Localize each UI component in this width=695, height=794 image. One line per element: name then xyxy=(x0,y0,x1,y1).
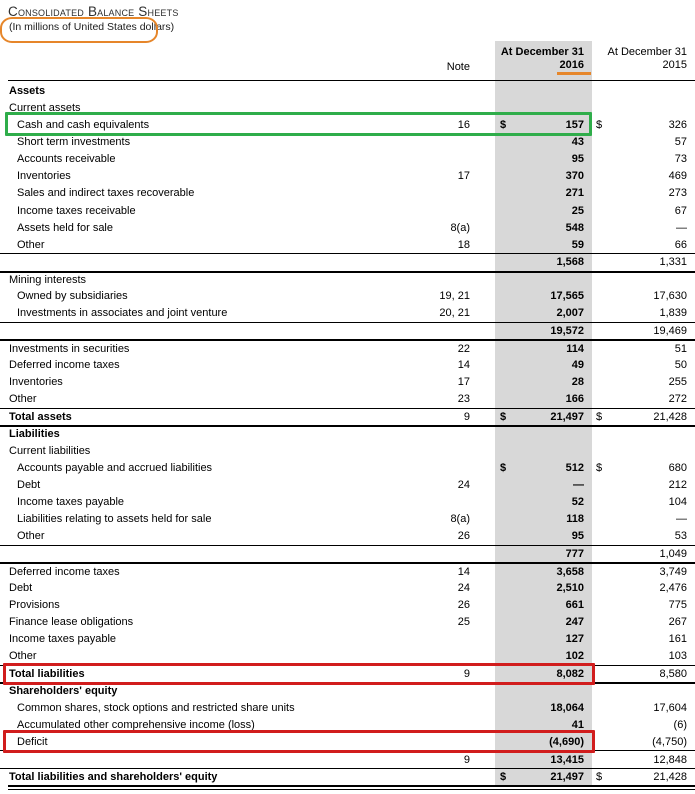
value-2016-cell xyxy=(495,579,592,596)
row-label: Total liabilities xyxy=(9,667,85,680)
value-2015: 8,580 xyxy=(659,667,687,680)
table-row xyxy=(0,271,695,288)
row-note: 25 xyxy=(457,615,470,628)
value-2015: 255 xyxy=(668,375,687,388)
row-note: 17 xyxy=(457,170,470,183)
page-title: Consolidated Balance Sheets xyxy=(8,4,179,19)
value-2015-cell xyxy=(592,323,695,339)
value-2015-cell xyxy=(592,99,695,116)
row-note: 20, 21 xyxy=(439,307,470,320)
value-2015-cell xyxy=(592,476,695,493)
dollar-sign-2016: $ xyxy=(500,410,507,423)
value-2015-cell xyxy=(592,528,695,545)
row-note: 9 xyxy=(463,753,470,766)
row-note: 26 xyxy=(457,598,470,611)
value-2016: 95 xyxy=(571,153,584,166)
value-2016-cell xyxy=(495,769,592,785)
value-2016-cell xyxy=(495,751,592,767)
value-2016: 512 xyxy=(565,461,584,474)
table-row xyxy=(0,493,695,510)
table-row xyxy=(0,476,695,493)
row-note: 14 xyxy=(457,565,470,578)
row-label: Liabilities relating to assets held for sale xyxy=(17,513,212,526)
value-2016: 21,497 xyxy=(550,410,584,423)
row-label: Investments in associates and joint venture xyxy=(17,307,228,320)
value-2016: 1,568 xyxy=(556,256,584,269)
value-2016-cell xyxy=(495,666,592,682)
row-label: Assets held for sale xyxy=(17,221,113,234)
row-label: Investments in securities xyxy=(9,342,130,355)
value-2015: 21,428 xyxy=(653,770,687,783)
row-note: 19, 21 xyxy=(439,290,470,303)
table-row xyxy=(0,716,695,733)
value-2015: 1,049 xyxy=(659,547,687,560)
col-2016-header-year: 2016 xyxy=(559,59,584,71)
row-note: 22 xyxy=(457,342,470,355)
value-2016: 127 xyxy=(565,633,584,646)
col-2016-header-line1: At December 31 xyxy=(500,46,584,58)
value-2015-cell xyxy=(592,769,695,785)
value-2016-cell xyxy=(495,631,592,648)
value-2015: 51 xyxy=(674,342,687,355)
table-row xyxy=(0,116,695,133)
row-note: 18 xyxy=(457,238,470,251)
value-2015-cell xyxy=(592,459,695,476)
value-2016: 777 xyxy=(565,547,584,560)
dollar-sign-2015: $ xyxy=(596,410,603,423)
value-2015: 1,331 xyxy=(659,256,687,269)
dollar-sign-2015: $ xyxy=(596,770,603,783)
value-2016-cell xyxy=(495,99,592,116)
value-2015-cell xyxy=(592,511,695,528)
value-2015: — xyxy=(676,513,687,526)
value-2015-cell xyxy=(592,751,695,767)
value-2015-cell xyxy=(592,684,695,699)
row-label: Short term investments xyxy=(17,135,131,148)
value-2015-cell xyxy=(592,631,695,648)
row-label: Mining interests xyxy=(9,274,87,287)
value-2016-cell xyxy=(495,116,592,133)
value-2015-cell xyxy=(592,648,695,665)
value-2016-cell xyxy=(495,564,592,579)
value-2015-cell xyxy=(592,288,695,305)
row-note: 24 xyxy=(457,478,470,491)
orange-underline-annotation xyxy=(557,72,591,75)
value-2015: 17,630 xyxy=(653,290,687,303)
value-2016: 19,572 xyxy=(550,325,584,338)
value-2016: 548 xyxy=(565,221,584,234)
value-2015-cell xyxy=(592,356,695,373)
table-row xyxy=(0,750,695,767)
value-2015: 161 xyxy=(668,633,687,646)
row-label: Common shares, stock options and restricted share units xyxy=(17,701,295,714)
value-2015-cell xyxy=(592,133,695,150)
value-2015: 272 xyxy=(668,393,687,406)
table-row xyxy=(0,202,695,219)
value-2015-cell xyxy=(592,716,695,733)
value-2016: 157 xyxy=(565,118,584,131)
row-note: 16 xyxy=(457,118,470,131)
value-2016: 8,082 xyxy=(556,667,584,680)
dollar-sign-2016: $ xyxy=(500,770,507,783)
table-row xyxy=(0,699,695,716)
value-2016: 21,497 xyxy=(550,770,584,783)
table-row xyxy=(0,562,695,579)
value-2016-cell xyxy=(495,391,592,408)
table-row xyxy=(0,236,695,253)
value-2016-cell xyxy=(495,442,592,459)
note-column-header: Note xyxy=(446,61,470,73)
row-label: Accounts payable and accrued liabilities xyxy=(17,461,213,474)
value-2016-cell xyxy=(495,288,592,305)
value-2016-cell xyxy=(495,684,592,699)
row-label: Income taxes receivable xyxy=(17,204,136,217)
value-2015-cell xyxy=(592,596,695,613)
row-note: 26 xyxy=(457,530,470,543)
row-label: Income taxes payable xyxy=(9,633,117,646)
value-2016-cell xyxy=(495,341,592,356)
bottom-double-rule-top xyxy=(8,785,695,787)
row-label: Other xyxy=(9,393,37,406)
value-2016-cell xyxy=(495,133,592,150)
row-label: Other xyxy=(17,530,45,543)
value-2016: 13,415 xyxy=(550,753,584,766)
row-label: Shareholders' equity xyxy=(9,685,118,698)
value-2016: 18,064 xyxy=(550,701,584,714)
dollar-sign-2015: $ xyxy=(596,118,603,131)
value-2016-cell xyxy=(495,427,592,442)
value-2015-cell xyxy=(592,219,695,236)
value-2016-cell xyxy=(495,323,592,339)
row-note: 9 xyxy=(463,410,470,423)
balance-sheet-table xyxy=(0,82,695,785)
table-row xyxy=(0,733,695,750)
table-row xyxy=(0,322,695,339)
value-2015-cell xyxy=(592,391,695,408)
value-2015: 19,469 xyxy=(653,325,687,338)
header-rule xyxy=(8,80,695,82)
value-2015-cell xyxy=(592,341,695,356)
table-row xyxy=(0,133,695,150)
table-row xyxy=(0,511,695,528)
value-2016: 661 xyxy=(565,598,584,611)
value-2015: 12,848 xyxy=(653,753,687,766)
value-2016-cell xyxy=(495,546,592,562)
value-2016-cell xyxy=(495,373,592,390)
table-row xyxy=(0,82,695,99)
table-row xyxy=(0,253,695,270)
value-2016-cell xyxy=(495,476,592,493)
table-row xyxy=(0,168,695,185)
value-2016: 166 xyxy=(565,393,584,406)
table-row xyxy=(0,373,695,390)
value-2015: (4,750) xyxy=(652,735,687,748)
row-label: Inventories xyxy=(17,170,71,183)
value-2016-cell xyxy=(495,219,592,236)
value-2016-cell xyxy=(495,185,592,202)
table-row xyxy=(0,682,695,699)
value-2016-cell xyxy=(495,733,592,750)
value-2015-cell xyxy=(592,373,695,390)
value-2015: 775 xyxy=(668,598,687,611)
value-2016: — xyxy=(573,478,584,491)
row-label: Provisions xyxy=(9,598,60,611)
value-2015: 73 xyxy=(674,153,687,166)
row-label: Current assets xyxy=(9,101,81,114)
value-2015-cell xyxy=(592,151,695,168)
value-2016-cell xyxy=(495,202,592,219)
row-note: 8(a) xyxy=(450,513,470,526)
value-2016-cell xyxy=(495,409,592,425)
table-row xyxy=(0,408,695,425)
table-row xyxy=(0,356,695,373)
dollar-sign-2016: $ xyxy=(500,461,507,474)
table-row xyxy=(0,613,695,630)
row-label: Deficit xyxy=(17,735,48,748)
value-2016-cell xyxy=(495,82,592,99)
row-label: Finance lease obligations xyxy=(9,615,134,628)
value-2016-cell xyxy=(495,493,592,510)
table-row xyxy=(0,768,695,785)
row-label: Deferred income taxes xyxy=(9,565,120,578)
table-row xyxy=(0,631,695,648)
table-row xyxy=(0,425,695,442)
value-2015: 267 xyxy=(668,615,687,628)
value-2016: (4,690) xyxy=(549,735,584,748)
value-2016: 95 xyxy=(571,530,584,543)
value-2015: 17,604 xyxy=(653,701,687,714)
value-2016-cell xyxy=(495,459,592,476)
value-2016: 247 xyxy=(565,615,584,628)
table-row xyxy=(0,99,695,116)
row-label: Total liabilities and shareholders' equity xyxy=(9,770,218,783)
value-2016-cell xyxy=(495,305,592,322)
value-2015: 67 xyxy=(674,204,687,217)
value-2016-cell xyxy=(495,356,592,373)
value-2015: 273 xyxy=(668,187,687,200)
col-2015-header-year: 2015 xyxy=(662,59,687,71)
row-label: Total assets xyxy=(9,410,72,423)
table-row xyxy=(0,648,695,665)
table-row xyxy=(0,459,695,476)
value-2016-cell xyxy=(495,511,592,528)
table-row xyxy=(0,596,695,613)
value-2016: 25 xyxy=(571,204,584,217)
value-2015: 680 xyxy=(668,461,687,474)
table-row xyxy=(0,219,695,236)
value-2016: 59 xyxy=(571,238,584,251)
row-label: Inventories xyxy=(9,375,63,388)
row-note: 23 xyxy=(457,393,470,406)
value-2016: 28 xyxy=(571,375,584,388)
value-2015-cell xyxy=(592,666,695,682)
row-label: Assets xyxy=(9,84,46,97)
row-note: 9 xyxy=(463,667,470,680)
value-2016: 102 xyxy=(565,650,584,663)
value-2016-cell xyxy=(495,273,592,288)
value-2015: 469 xyxy=(668,170,687,183)
value-2015-cell xyxy=(592,185,695,202)
value-2016: 43 xyxy=(571,135,584,148)
value-2016: 114 xyxy=(566,342,584,355)
table-row xyxy=(0,185,695,202)
value-2016: 118 xyxy=(566,513,584,526)
row-label: Current liabilities xyxy=(9,444,91,457)
bottom-double-rule-bottom xyxy=(8,789,695,790)
value-2016-cell xyxy=(495,596,592,613)
value-2016: 17,565 xyxy=(550,290,584,303)
value-2016-cell xyxy=(495,699,592,716)
table-row xyxy=(0,288,695,305)
row-label: Other xyxy=(17,238,45,251)
row-label: Accounts receivable xyxy=(17,153,116,166)
value-2016: 271 xyxy=(565,187,584,200)
value-2015: 3,749 xyxy=(659,565,687,578)
table-row xyxy=(0,305,695,322)
table-row xyxy=(0,579,695,596)
value-2015-cell xyxy=(592,202,695,219)
value-2015: 21,428 xyxy=(653,410,687,423)
value-2016: 3,658 xyxy=(556,565,584,578)
value-2016: 41 xyxy=(571,718,584,731)
row-label: Other xyxy=(9,650,37,663)
row-label: Deferred income taxes xyxy=(9,358,120,371)
value-2015-cell xyxy=(592,564,695,579)
value-2015-cell xyxy=(592,116,695,133)
table-row xyxy=(0,151,695,168)
value-2016: 370 xyxy=(565,170,584,183)
row-label: Income taxes payable xyxy=(17,495,125,508)
row-label: Owned by subsidiaries xyxy=(17,290,128,303)
value-2016: 52 xyxy=(571,495,584,508)
row-label: Accumulated other comprehensive income (loss) xyxy=(17,718,255,731)
value-2016-cell xyxy=(495,613,592,630)
value-2015: 1,839 xyxy=(659,307,687,320)
value-2015: 326 xyxy=(668,118,687,131)
dollar-sign-2015: $ xyxy=(596,461,603,474)
value-2016-cell xyxy=(495,254,592,270)
value-2015-cell xyxy=(592,168,695,185)
value-2015-cell xyxy=(592,273,695,288)
row-note: 14 xyxy=(457,358,470,371)
row-label: Cash and cash equivalents xyxy=(17,118,150,131)
value-2015-cell xyxy=(592,82,695,99)
row-label: Liabilities xyxy=(9,428,60,441)
dollar-sign-2016: $ xyxy=(500,118,507,131)
value-2015-cell xyxy=(592,305,695,322)
value-2015: 57 xyxy=(674,135,687,148)
value-2015: — xyxy=(676,221,687,234)
value-2016-cell xyxy=(495,716,592,733)
value-2015: 50 xyxy=(674,358,687,371)
value-2016-cell xyxy=(495,528,592,545)
table-row xyxy=(0,545,695,562)
value-2015: (6) xyxy=(673,718,687,731)
table-row xyxy=(0,528,695,545)
value-2015: 212 xyxy=(668,478,687,491)
value-2015-cell xyxy=(592,442,695,459)
value-2016: 2,510 xyxy=(556,581,584,594)
value-2015-cell xyxy=(592,546,695,562)
value-2015-cell xyxy=(592,613,695,630)
value-2015-cell xyxy=(592,236,695,253)
value-2015-cell xyxy=(592,699,695,716)
value-2015: 53 xyxy=(674,530,687,543)
value-2016: 2,007 xyxy=(556,307,584,320)
value-2016-cell xyxy=(495,236,592,253)
units-note: (In millions of United States dollars) xyxy=(9,21,175,33)
row-note: 8(a) xyxy=(450,221,470,234)
row-label: Debt xyxy=(17,478,41,491)
col-2015-header-line1: At December 31 xyxy=(607,46,687,58)
value-2015: 66 xyxy=(674,238,687,251)
table-row xyxy=(0,442,695,459)
value-2016: 49 xyxy=(571,358,584,371)
value-2015-cell xyxy=(592,427,695,442)
row-label: Sales and indirect taxes recoverable xyxy=(17,187,195,200)
value-2015-cell xyxy=(592,733,695,750)
row-note: 24 xyxy=(457,581,470,594)
value-2015: 103 xyxy=(668,650,687,663)
table-row xyxy=(0,391,695,408)
value-2015: 104 xyxy=(668,495,687,508)
table-row xyxy=(0,339,695,356)
value-2016-cell xyxy=(495,151,592,168)
table-row xyxy=(0,665,695,682)
value-2015-cell xyxy=(592,254,695,270)
row-note: 17 xyxy=(457,375,470,388)
value-2016-cell xyxy=(495,168,592,185)
value-2016-cell xyxy=(495,648,592,665)
value-2015: 2,476 xyxy=(659,581,687,594)
value-2015-cell xyxy=(592,493,695,510)
value-2015-cell xyxy=(592,579,695,596)
row-label: Debt xyxy=(9,581,33,594)
value-2015-cell xyxy=(592,409,695,425)
